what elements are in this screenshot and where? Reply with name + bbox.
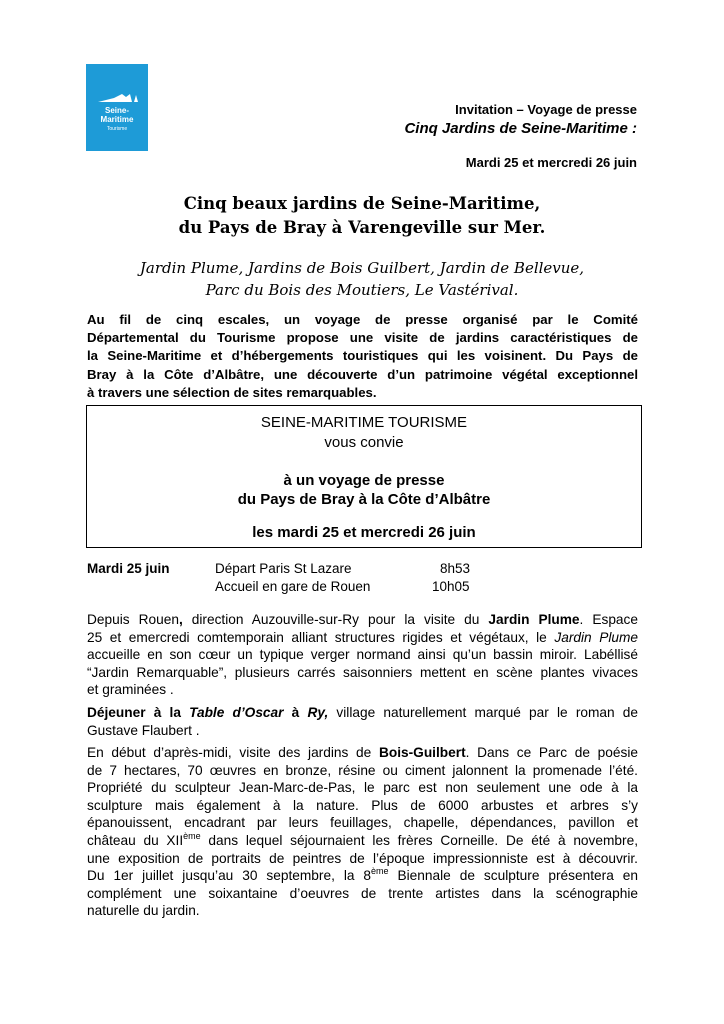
paragraph-line: naturelle du jardin. bbox=[87, 903, 200, 919]
logo-mark-icon bbox=[86, 64, 148, 151]
title-line-1: Cinq beaux jardins de Seine-Maritime, bbox=[183, 194, 541, 213]
paragraph-line: 25 et emercredi comtemporain alliant structures rigides et végétaux, le Jardin Plume bbox=[87, 629, 638, 645]
paragraph-line: accueille en son cœur un typique verger normand ainsi qu’un bassin miroir. Labéllisé bbox=[87, 647, 638, 663]
intro-line: à travers une sélection de sites remarquables. bbox=[87, 384, 377, 400]
paragraph-line: Gustave Flaubert . bbox=[87, 722, 200, 738]
logo-text-line3: Tourisme bbox=[106, 126, 128, 132]
logo-text-line2: Maritime bbox=[100, 115, 134, 124]
header-subject: Cinq Jardins de Seine-Maritime : bbox=[404, 120, 637, 137]
seine-maritime-tourisme-logo bbox=[86, 64, 148, 151]
invitation-dates: les mardi 25 et mercredi 26 juin bbox=[252, 524, 476, 541]
paragraph-bois-guilbert bbox=[87, 744, 638, 920]
schedule-item-label: Accueil en gare de Rouen bbox=[215, 579, 371, 594]
paragraph-line: Depuis Rouen, direction Auzouville-sur-Ry pour la visite du Jardin Plume. Espace bbox=[87, 612, 638, 627]
paragraph-line: épanouissent, encadrant par leurs feuillages, chapelle, dépendances, pavillon et bbox=[87, 815, 638, 831]
intro-line: la Seine-Maritime et d’hébergements touristiques qui les voisinent. Du Pays de bbox=[87, 348, 638, 364]
invitation-box bbox=[86, 405, 642, 548]
schedule-item-time: 10h05 bbox=[432, 579, 470, 594]
intro-line: Bray à la Côte d’Albâtre, une découverte d’un patrimoine végétal exceptionnel bbox=[87, 366, 638, 382]
document-title bbox=[86, 192, 638, 240]
paragraph-line: “Jardin Remarquable”, plusieurs carrés saisonniers mettent en scène plantes vivaces bbox=[87, 664, 638, 680]
paragraph-line: Déjeuner à la Table d’Oscar à Ry, village naturellement marqué par le roman de bbox=[87, 705, 639, 720]
paragraph-line: En début d’après-midi, visite des jardins de Bois-Guilbert. Dans ce Parc de poésie bbox=[87, 745, 638, 760]
intro-line: Au fil de cinq escales, un voyage de presse organisé par le Comité bbox=[87, 312, 638, 327]
intro-line: Départemental du Tourisme propose une visite de jardins caractéristiques de bbox=[87, 330, 638, 346]
paragraph-jardin-plume bbox=[87, 611, 638, 699]
invitation-organizer: SEINE-MARITIME TOURISME bbox=[260, 414, 468, 431]
intro-paragraph bbox=[87, 311, 638, 402]
schedule-day: Mardi 25 juin bbox=[87, 561, 170, 576]
paragraph-line: Propriété du sculpteur Jean-Marc-de-Pas, le parc est non seulement une ode à la bbox=[87, 780, 638, 796]
schedule-item-label: Départ Paris St Lazare bbox=[215, 561, 352, 576]
invitation-route: du Pays de Bray à la Côte d’Albâtre bbox=[237, 491, 491, 508]
paragraph-line: sculpture mais également à la nature. Plus de 6000 arbustes et arbres s’y bbox=[87, 797, 638, 813]
header-date: Mardi 25 et mercredi 26 juin bbox=[465, 155, 637, 170]
subtitle-line-1: Jardin Plume, Jardins de Bois Guilbert, Jardin de Bellevue, bbox=[139, 259, 585, 277]
paragraph-line: château du XIIème dans lequel séjournaient les frères Corneille. De été à novembre, bbox=[87, 830, 638, 848]
logo-text-line1: Seine- bbox=[104, 106, 130, 115]
paragraph-line: de 7 hectares, 70 œuvres en bronze, résine ou ciment jalonnent la promenade l’été. bbox=[87, 762, 638, 778]
schedule-item-time: 8h53 bbox=[440, 561, 471, 576]
document-subtitle bbox=[86, 257, 638, 301]
invitation-voyage: à un voyage de presse bbox=[283, 472, 445, 489]
invitation-convie: vous convie bbox=[324, 434, 404, 451]
header-invitation: Invitation – Voyage de presse bbox=[455, 102, 637, 117]
paragraph-line: une exposition de portraits de peintres de l’époque impressionniste est à découvrir. bbox=[87, 850, 638, 866]
title-line-2: du Pays de Bray à Varengeville sur Mer. bbox=[178, 218, 546, 237]
paragraph-line: complément une soixantaine d’oeuvres de trente artistes dans la scénographie bbox=[87, 885, 638, 901]
subtitle-line-2: Parc du Bois des Moutiers, Le Vastérival. bbox=[205, 281, 519, 299]
paragraph-line: Du 1er juillet jusqu’au 30 septembre, la 8ème Biennale de sculpture présentera en bbox=[87, 866, 638, 884]
paragraph-dejeuner bbox=[87, 704, 638, 739]
paragraph-line: et graminées . bbox=[87, 682, 174, 698]
